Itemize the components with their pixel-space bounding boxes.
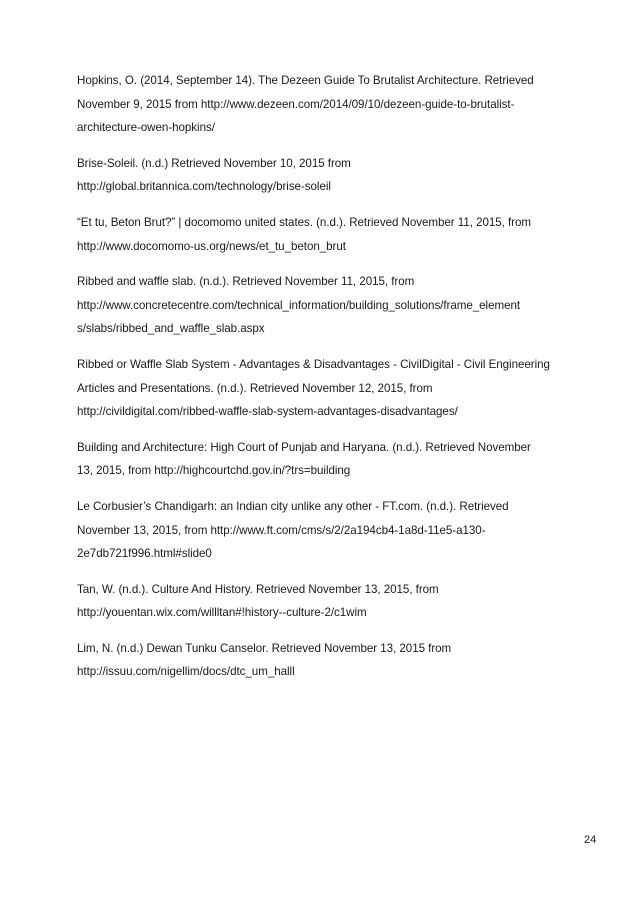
reference-line: Articles and Presentations. (n.d.). Retrieved November 12, 2015, from	[77, 381, 433, 395]
reference-entry	[77, 578, 577, 625]
reference-line: http://www.concretecentre.com/technical_information/building_solutions/frame_element	[77, 298, 521, 312]
reference-line: Tan, W. (n.d.). Culture And History. Retrieved November 13, 2015, from	[77, 582, 439, 596]
reference-line: 13, 2015, from http://highcourtchd.gov.in/?trs=building	[77, 464, 351, 478]
reference-line: “Et tu, Beton Brut?” | docomomo united states. (n.d.). Retrieved November 11, 2015, from	[77, 215, 531, 229]
reference-line: November 9, 2015 from http://www.dezeen.com/2014/09/10/dezeen-guide-to-brutalist-	[77, 97, 515, 111]
reference-line: http://www.docomomo-us.org/news/et_tu_beton_brut	[77, 239, 346, 253]
page-number: 24	[584, 834, 597, 846]
reference-line: Building and Architecture: High Court of Punjab and Haryana. (n.d.). Retrieved November	[77, 440, 531, 454]
reference-entry	[77, 495, 577, 566]
reference-line: architecture-owen-hopkins/	[77, 121, 215, 135]
reference-entry	[77, 637, 577, 684]
reference-line: Ribbed or Waffle Slab System - Advantages & Disadvantages - CivilDigital - Civil Engineering	[77, 357, 550, 371]
reference-entry	[77, 152, 577, 199]
reference-line: http://civildigital.com/ribbed-waffle-slab-system-advantages-disadvantages/	[77, 405, 458, 419]
reference-line: http://youentan.wix.com/willltan#!history--culture-2/c1wim	[77, 606, 367, 620]
reference-line: s/slabs/ribbed_and_waffle_slab.aspx	[77, 322, 265, 336]
reference-line: http://issuu.com/nigellim/docs/dtc_um_halll	[77, 665, 295, 679]
reference-list	[77, 69, 577, 696]
reference-line: November 13, 2015, from http://www.ft.com/cms/s/2/2a194cb4-1a8d-11e5-a130-	[77, 523, 486, 537]
reference-line: Hopkins, O. (2014, September 14). The Dezeen Guide To Brutalist Architecture. Retrieved	[77, 74, 534, 87]
reference-entry	[77, 270, 577, 341]
reference-entry	[77, 353, 577, 424]
reference-entry	[77, 436, 577, 483]
reference-line: http://global.britannica.com/technology/brise-soleil	[77, 180, 331, 194]
reference-entry	[77, 211, 577, 258]
reference-line: Lim, N. (n.d.) Dewan Tunku Canselor. Retrieved November 13, 2015 from	[77, 641, 452, 655]
reference-line: Brise-Soleil. (n.d.) Retrieved November 10, 2015 from	[77, 156, 351, 170]
reference-line: 2e7db721f996.html#slide0	[77, 547, 212, 561]
reference-line: Ribbed and waffle slab. (n.d.). Retrieved November 11, 2015, from	[77, 275, 415, 289]
reference-entry	[77, 69, 577, 140]
reference-line: Le Corbusier’s Chandigarh: an Indian city unlike any other - FT.com. (n.d.). Retrieved	[77, 499, 509, 513]
